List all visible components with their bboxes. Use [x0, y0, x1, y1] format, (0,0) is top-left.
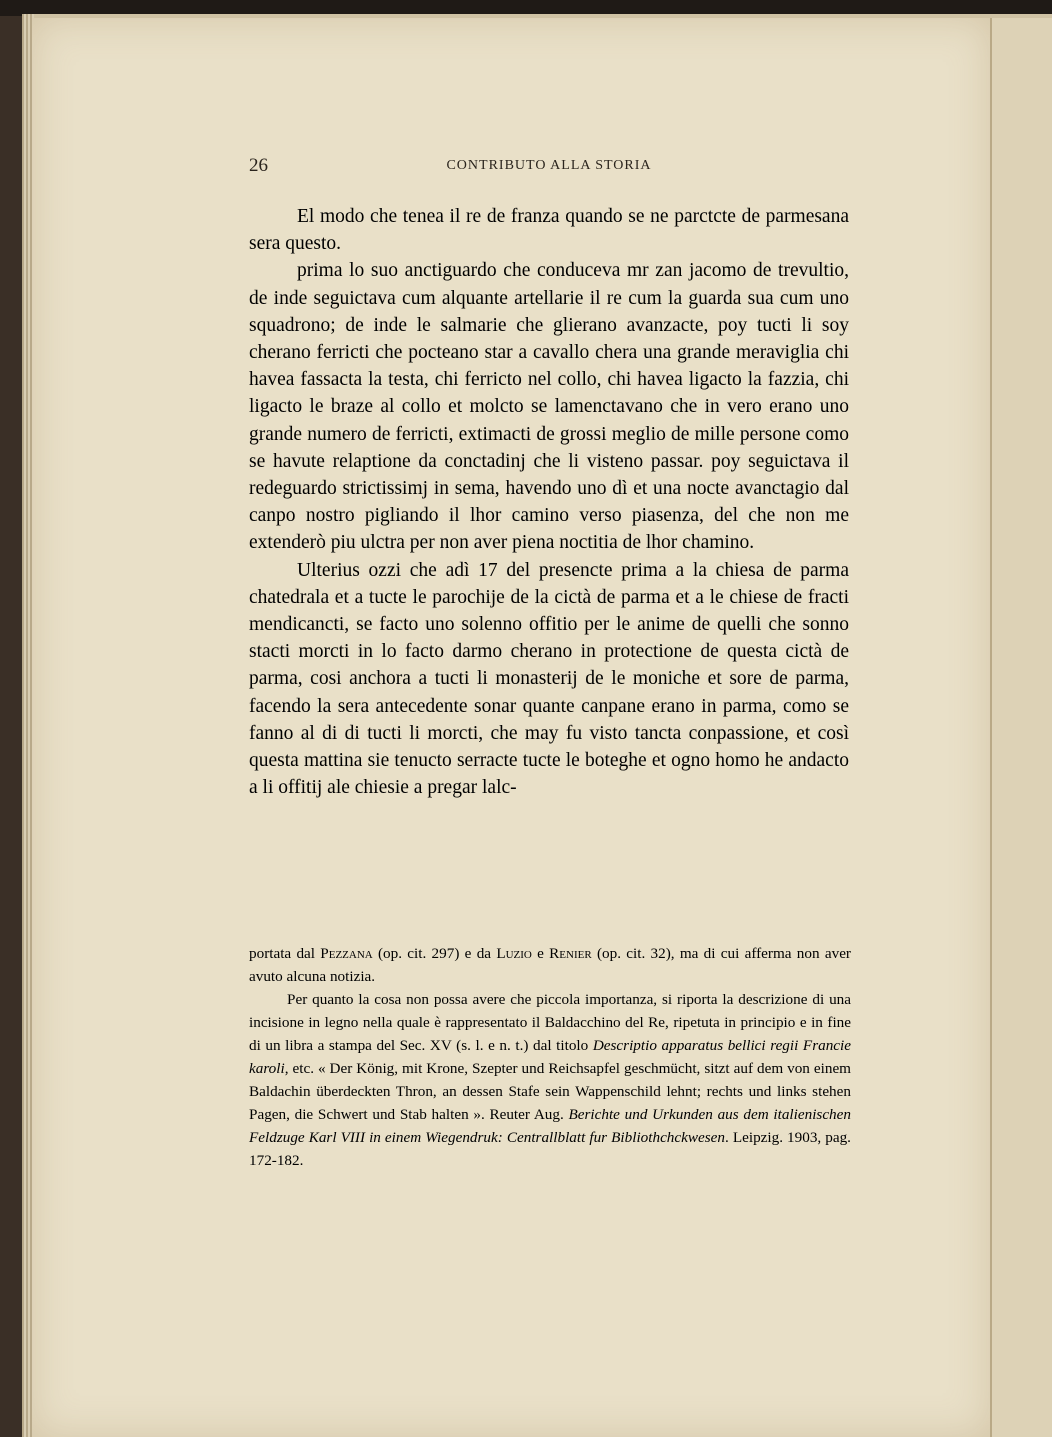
- footnote-text: , etc. « Der König, mit Krone, Szepter und Reichsapfel geschmücht, sitzt auf dem von einem Baldachin überdeckten Thron, an dessen Stafe sein Wappenschild lehnt; rechts und links stehen Pagen, die Schwert und Stab halten ». Reuter Aug.: [249, 1060, 851, 1123]
- footnote-text: e: [531, 945, 550, 962]
- author-name: Pezzana: [320, 945, 373, 962]
- author-name: Luzio: [496, 945, 532, 962]
- author-name: Renier: [549, 945, 592, 962]
- footnote: [249, 988, 851, 1172]
- running-title: CONTRIBUTO ALLA STORIA: [446, 158, 652, 173]
- page-number: 26: [249, 155, 268, 176]
- paragraph: prima lo suo anctiguardo che conduceva mr zan jacomo de trevultio, de inde seguictava cum alquante artellarie il re cum la guarda sua cum uno squadrono; de inde le salmarie che glierano avanzacte, poy tucti li soy cherano ferricti che pocteano star a cavallo chera una grande meraviglia chi havea fassacta la testa, chi ferricto nel collo, chi havea ligacto la fazzia, chi ligacto le braze al collo et molcto se lamenctavano che in vero erano uno grande numero de ferricti, extimacti de grossi meglio de mille persone como se havute relaptione da conctadinj che li visteno passar. poy seguictava il redeguardo strictissimj in sema, havendo uno dì et una nocte avanctagio dal canpo nostro pigliando il lhor camino verso piasenza, del che non me extenderò piu ulctra per non aver piena noctitia de lhor chamino.: [249, 260, 849, 554]
- footnote-text: portata dal: [249, 945, 321, 962]
- facing-page-edge: [990, 18, 1052, 1437]
- paragraph: Ulterius ozzi che adì 17 del presencte prima a la chiesa de parma chatedrala et a tucte le parochije de la cictà de parma et a le chiese de fracti mendicancti, se facto uno solenno offitio per le anime de quelli che sonno stacti morcti in lo facto darmo cherano in protectione de questa cictà de parma, cosi anchora a tucti li monasterij de le moniche et sore de parma, facendo la sera antecedente sonar quante canpane erano in parma, como se fanno al di di tucti li morcti, che may fu visto tancta conpassione, et così questa mattina sie tenucto serracte tucte le boteghe et ogno homo he andacto a li offitij ale chiesie a pregar lalc-: [249, 559, 849, 799]
- footnote-text: Per quanto la cosa non possa avere che piccola importanza, si riporta la descrizione di una incisione in legno nella quale è rappresentato il Baldacchino del Re, ripetuta in principio e in fine di un libra a stampa del Sec. XV (s. l. e n. t.) dal titolo: [249, 991, 851, 1054]
- footnote-text: . Leipzig. 1903, pag. 172-182.: [249, 1129, 851, 1169]
- footnote: [249, 942, 851, 988]
- work-title: Descriptio apparatus bellici regii Francie karoli: [249, 1037, 851, 1077]
- work-title: Berichte und Urkunden aus dem italienischen Feldzuge Karl VIII in einem Wiegendruk: Centrallblatt fur Bibliothchckwesen: [249, 1106, 851, 1146]
- running-head: [249, 155, 849, 179]
- body-text: [249, 203, 849, 801]
- footnote-text: (op. cit. 297) e da: [372, 945, 497, 962]
- footnote-text: (op. cit. 32), ma di cui afferma non aver avuto alcuna notizia.: [249, 945, 851, 985]
- footnotes: [249, 942, 851, 1172]
- paragraph: El modo che tenea il re de franza quando se ne parctcte de parmesana sera questo.: [249, 206, 849, 255]
